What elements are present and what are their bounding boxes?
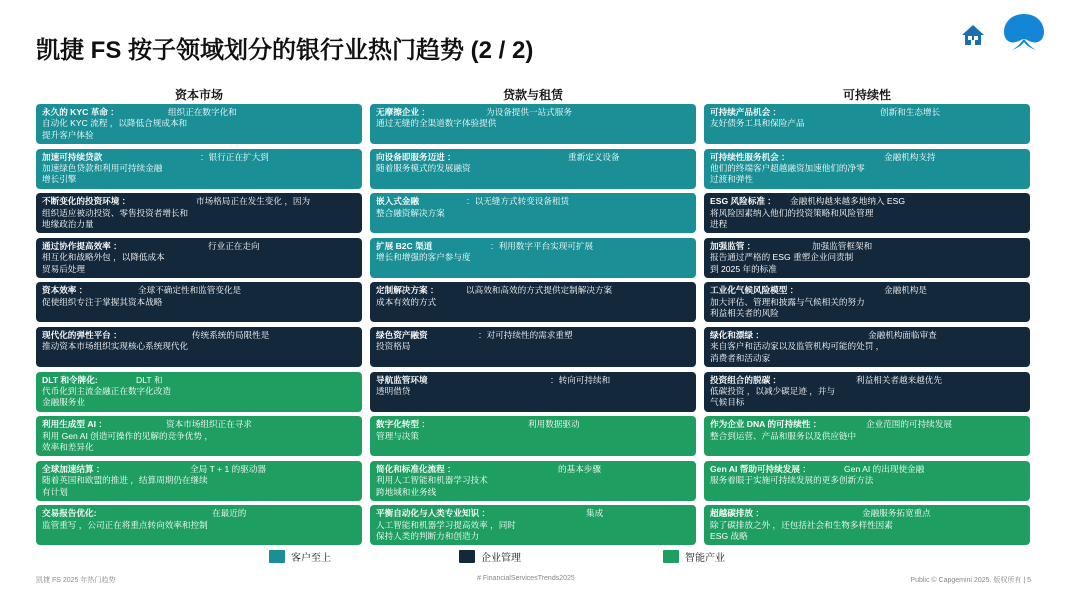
column-2 [704, 86, 1030, 550]
trend-text: 跨地域和业务线 [376, 486, 437, 497]
trend-text: 通过无缝的全渠道数字体验提供 [376, 118, 497, 129]
page-title: 凯捷 FS 按子领域划分的银行业热门趋势 (2 / 2) [36, 37, 534, 64]
legend-swatch [663, 550, 679, 563]
legend-item-customer [269, 549, 331, 564]
trend-title: 现代化的弹性平台 ： [42, 329, 122, 340]
trend-lead: 利用数据驱动 [528, 419, 580, 430]
trend-card[interactable] [36, 505, 362, 545]
footer-copyright: Public © Capgemini 2025. 版权所有 | 5 [910, 577, 1031, 584]
trend-title: 投资组合的脱碳 ： [710, 374, 782, 385]
trend-card[interactable] [370, 149, 696, 189]
legend-item-enterprise [459, 549, 521, 564]
trend-text: 利用人工智能和机器学习技术 [376, 475, 488, 486]
trend-text: ESG 战略 [710, 531, 748, 542]
trend-lead: 加强监管框架和 [812, 240, 873, 251]
trend-lead: 全局 T + 1 的驱动器 [190, 463, 267, 474]
trend-text: 金融服务业 [42, 397, 85, 408]
trend-card[interactable] [370, 238, 696, 278]
trend-lead: 金融服务拓宽重点 [862, 508, 931, 519]
trend-card[interactable] [36, 461, 362, 501]
column-header: 贷款与租赁 [502, 88, 563, 102]
trend-title: 不断变化的投资环境 ： [42, 196, 131, 207]
trend-title: 利用生成型 AI ： [42, 419, 107, 430]
trend-text: 加大评估、管理和披露与气候相关的努力 [710, 296, 865, 307]
trend-lead: 组织正在数字化和 [168, 107, 237, 117]
trend-text: 到 2025 年的标准 [710, 263, 777, 274]
trend-text: 除了碳排放之外 ，还包括社会和生物多样性因素 [710, 519, 893, 530]
trend-card[interactable] [704, 327, 1030, 367]
legend-label: 企业管理 [481, 553, 521, 564]
trend-card[interactable] [704, 238, 1030, 278]
trend-card[interactable] [704, 505, 1030, 545]
trend-lead: 利益相关者越来越优先 [856, 374, 942, 385]
trend-lead: 为设备提供一站式服务 [486, 107, 572, 117]
trend-title: 作为企业 DNA 的可持续性 ： [710, 419, 822, 430]
trend-title: DLT 和令牌化: [42, 374, 98, 385]
trend-title: 永久的 KYC 革命 ： [42, 107, 119, 117]
trend-text: 有计划 [42, 486, 68, 497]
trend-card[interactable] [704, 104, 1030, 144]
trend-lead: 集成 [586, 508, 604, 519]
trend-title: ESG 风险标准 ： [710, 196, 776, 207]
trend-card[interactable] [370, 505, 696, 545]
trend-title: 交易报告优化: [42, 508, 97, 519]
trend-card[interactable] [370, 461, 696, 501]
trend-title: Gen AI 帮助可持续发展 ： [710, 463, 811, 474]
trend-card[interactable] [370, 327, 696, 367]
trend-lead: 金融机构面临审查 [868, 329, 937, 340]
trend-text: 气候目标 [710, 397, 745, 408]
trend-lead: 资本市场组织正在寻求 [166, 419, 252, 430]
capgemini-logo [1002, 12, 1046, 52]
trend-title: 简化和标准化流程 ： [376, 463, 456, 474]
trend-text: 代币化到主流金融正在数字化改造 [42, 385, 171, 396]
footer-left: 凯捷 FS 2025 年热门趋势 [36, 577, 116, 584]
trend-text: 管理与决策 [376, 430, 419, 441]
legend [0, 549, 1067, 565]
trend-lead: ：转向可持续和 [550, 374, 611, 385]
trend-title: 导航监管环境 [376, 374, 428, 385]
trend-lead: 重新定义设备 [568, 151, 620, 162]
trend-text: 效率和差异化 [42, 441, 94, 452]
trend-lead: ：以无缝方式转变设备租赁 [466, 196, 570, 207]
trend-text: 整合到运营、产品和服务以及供应链中 [710, 430, 857, 441]
trend-title: 数字化转型 ： [376, 419, 430, 430]
trend-title: 超越碳排放 ： [710, 508, 764, 519]
legend-label: 客户至上 [291, 553, 331, 564]
trend-text: 保持人类的判断力和创造力 [376, 531, 480, 542]
trend-text: 消费者和活动家 [710, 352, 771, 363]
trend-lead: 以高效和高效的方式提供定制解决方案 [466, 285, 613, 296]
trend-title: 加强监管 ： [710, 240, 756, 251]
trend-text: 推动资本市场组织实现核心系统现代化 [42, 341, 189, 352]
trend-title: 工业化气候风险模型 ： [710, 285, 799, 296]
trend-card[interactable] [36, 416, 362, 456]
trend-text: 自动化 KYC 流程 ，以降低合规成本和 [42, 118, 188, 129]
trend-text: 随着服务模式的发展融资 [376, 163, 471, 173]
trend-card[interactable] [704, 282, 1030, 322]
trend-text: 相互化和战略外包 ，以降低成本 [42, 252, 165, 263]
column-1 [370, 86, 696, 550]
trend-card[interactable] [370, 416, 696, 456]
column-0 [36, 86, 362, 550]
trend-text: 利用 Gen AI 创造可操作的见解的竞争优势 ， [42, 430, 213, 441]
trend-title: 资本效率 ： [42, 285, 88, 296]
trend-text: 随着英国和欧盟的推进 ，结算周期仍在继续 [42, 475, 208, 486]
trend-text: 投资格局 [376, 341, 411, 352]
column-header: 可持续性 [842, 88, 891, 102]
trend-card[interactable] [704, 416, 1030, 456]
trend-text: 提升客户体验 [42, 129, 94, 140]
trend-title: 扩展 B2C 渠道 [376, 240, 433, 251]
column-header: 资本市场 [174, 88, 223, 102]
trend-title: 向设备即服务迈进 ： [376, 151, 456, 162]
trend-text: 过渡和弹性 [710, 174, 753, 185]
trend-lead: 全球不确定性和监管变化是 [138, 285, 242, 296]
trend-card[interactable] [370, 372, 696, 412]
trend-text: 将风险因素纳入他们的投资策略和风险管理 [710, 207, 874, 218]
trend-text: 低碳投资 ，以减少碳足迹 ，并与 [710, 385, 836, 396]
trend-text: 地缘政治力量 [42, 219, 94, 229]
trend-lead: Gen AI 的出现使金融 [844, 463, 925, 474]
trend-text: 友好债务工具和保险产品 [710, 118, 805, 129]
trend-lead: 金融机构越来越多地纳入 ESG [790, 196, 906, 207]
trend-title: 定制解决方案 ： [376, 285, 439, 296]
trend-card[interactable] [704, 372, 1030, 412]
trend-text: 服务着眼于实施可持续发展的更多创新方法 [710, 475, 874, 486]
trend-card[interactable] [36, 327, 362, 367]
trend-card[interactable] [36, 193, 362, 233]
trend-title: 绿化和漂绿 ： [710, 329, 764, 340]
trend-text: 人工智能和机器学习提高效率 ，同时 [376, 519, 516, 530]
trend-card[interactable] [704, 461, 1030, 501]
trend-text: 促使组织专注于掌握其资本战略 [42, 296, 163, 307]
trend-text: 报告通过严格的 ESG 重塑企业问责制 [710, 252, 854, 263]
trend-lead: ：利用数字平台实现可扩展 [490, 240, 594, 251]
trend-title: 嵌入式金融 [376, 196, 419, 207]
trend-card[interactable] [370, 193, 696, 233]
trend-card[interactable] [370, 104, 696, 144]
legend-label: 智能产业 [685, 553, 725, 564]
trend-card[interactable] [704, 193, 1030, 233]
trend-card[interactable] [36, 372, 362, 412]
trend-text: 成本有效的方式 [376, 296, 437, 307]
trend-card[interactable] [36, 282, 362, 322]
trend-title: 通过协作提高效率 ： [42, 240, 122, 251]
trend-card[interactable] [704, 149, 1030, 189]
trend-text: 透明借贷 [376, 385, 411, 396]
legend-swatch [459, 550, 475, 563]
trend-lead: 金融机构是 [884, 285, 927, 296]
trend-lead: ：对可持续性的需求重塑 [478, 329, 573, 340]
legend-item-intelligent [663, 549, 725, 564]
trend-title: 无摩擦企业 ： [376, 107, 430, 117]
trend-lead: DLT 和 [136, 374, 163, 385]
trend-card[interactable] [36, 104, 362, 144]
trend-title: 全球加速结算 ： [42, 463, 105, 474]
trend-title: 可持续产品机会 ： [710, 107, 782, 117]
trend-text: 监管重写 ，公司正在将重点转向效率和控制 [42, 519, 208, 530]
trend-title: 可持续性服务机会 ： [710, 151, 790, 162]
trend-lead: 的基本步骤 [558, 463, 601, 474]
trend-text: 加速绿色贷款和利用可持续金融 [42, 163, 163, 173]
trend-lead: 市场格局正在发生变化 ，因为 [196, 196, 311, 207]
trend-title: 绿色资产融资 [376, 329, 428, 340]
trend-text: 整合融资解决方案 [376, 207, 445, 218]
trend-lead: ：银行正在扩大到 [200, 151, 269, 162]
trend-text: 他们的终端客户超越融资加速他们的净零 [710, 163, 865, 173]
trend-text: 利益相关者的风险 [710, 308, 779, 319]
trend-text: 贸易后处理 [42, 263, 85, 274]
trend-text: 进程 [710, 219, 728, 229]
trend-lead: 创新和生态增长 [880, 107, 941, 117]
trend-title: 加速可持续贷款 [42, 151, 103, 162]
trend-card[interactable] [36, 238, 362, 278]
trend-lead: 传统系统的局限性是 [192, 329, 270, 340]
trend-card[interactable] [370, 282, 696, 322]
home-icon[interactable] [960, 22, 986, 48]
trend-text: 增长和增强的客户参与度 [376, 252, 471, 263]
trend-title: 平衡自动化与人类专业知识 ： [376, 508, 491, 519]
trend-text: 来自客户和活动家以及监管机构可能的处罚 ， [710, 341, 885, 352]
trend-lead: 行业正在走向 [208, 240, 260, 251]
legend-swatch [269, 550, 285, 563]
trend-text: 增长引擎 [42, 174, 77, 185]
footer-hashtag: # FinancialServicesTrends2025 [477, 575, 575, 582]
trend-lead: 在最近的 [212, 508, 247, 519]
trend-text: 组织适应被动投资、零售投资者增长和 [42, 207, 189, 218]
trend-card[interactable] [36, 149, 362, 189]
trend-lead: 企业范围的可持续发展 [866, 419, 952, 430]
trend-lead: 金融机构支持 [884, 151, 936, 162]
